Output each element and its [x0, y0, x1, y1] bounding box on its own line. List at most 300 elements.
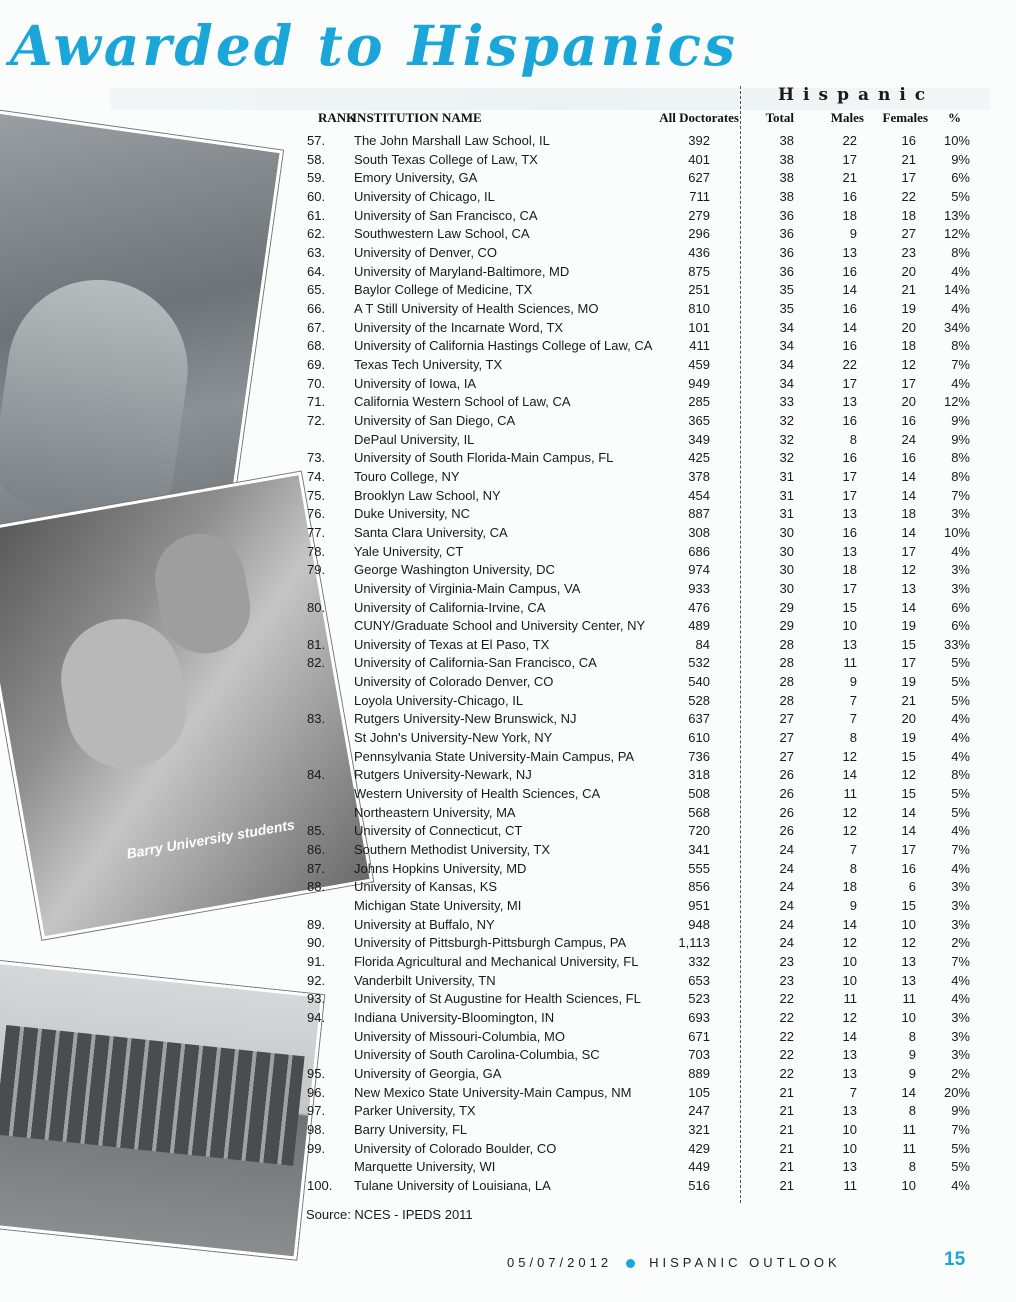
males-cell: 16 — [842, 338, 857, 354]
rank-cell: 100. — [307, 1177, 333, 1193]
males-cell: 12 — [842, 804, 857, 820]
table-row — [300, 431, 970, 449]
table-row — [300, 151, 970, 169]
rank-cell: 72. — [307, 412, 326, 428]
percent-cell: 4% — [951, 748, 970, 764]
table-row — [300, 729, 970, 747]
rank-cell: 93. — [307, 991, 326, 1007]
females-cell: 8 — [908, 1103, 916, 1119]
institution-cell: California Western School of Law, CA — [354, 394, 571, 410]
rank-cell: 58. — [307, 151, 326, 167]
males-cell: 12 — [842, 1010, 857, 1026]
table-row — [300, 524, 970, 542]
total-cell: 26 — [779, 786, 794, 802]
females-cell: 14 — [901, 487, 916, 503]
institution-cell: University of Chicago, IL — [354, 188, 495, 204]
percent-cell: 2% — [951, 1066, 970, 1081]
all-doctorates-cell: 454 — [688, 487, 710, 503]
percent-cell: 3% — [951, 1047, 970, 1063]
percent-cell: 3% — [951, 580, 970, 596]
total-cell: 22 — [779, 1066, 794, 1081]
institution-cell: Baylor College of Medicine, TX — [354, 282, 533, 298]
rank-cell: 80. — [307, 599, 326, 615]
all-doctorates-cell: 321 — [688, 1121, 710, 1137]
institution-cell: Florida Agricultural and Mechanical University, FL — [354, 954, 639, 970]
females-cell: 20 — [901, 711, 916, 727]
percent-cell: 4% — [951, 1177, 970, 1193]
rank-cell: 61. — [307, 207, 326, 223]
header-percent: % — [948, 110, 961, 125]
all-doctorates-cell: 365 — [688, 412, 710, 428]
rank-cell: 83. — [307, 711, 326, 727]
total-cell: 36 — [779, 244, 794, 260]
institution-cell: University of Maryland-Baltimore, MD — [354, 263, 570, 279]
females-cell: 21 — [901, 282, 916, 298]
percent-cell: 4% — [951, 991, 970, 1007]
males-cell: 13 — [842, 543, 857, 559]
footer-dot-icon — [626, 1259, 635, 1268]
total-cell: 27 — [779, 730, 794, 746]
all-doctorates-cell: 279 — [688, 207, 710, 223]
table-row — [300, 766, 970, 784]
total-cell: 23 — [779, 972, 794, 988]
percent-cell: 12% — [943, 394, 970, 410]
females-cell: 16 — [901, 860, 916, 876]
total-cell: 22 — [779, 1028, 794, 1044]
rank-cell: 63. — [307, 244, 326, 260]
percent-cell: 6% — [951, 170, 970, 186]
males-cell: 22 — [842, 133, 857, 148]
males-cell: 17 — [842, 580, 857, 596]
pool-shape — [0, 268, 199, 521]
publication-name: HISPANIC OUTLOOK — [649, 1255, 841, 1270]
females-cell: 20 — [901, 394, 916, 410]
total-cell: 24 — [779, 916, 794, 932]
all-doctorates-cell: 653 — [688, 972, 710, 988]
females-cell: 11 — [902, 1121, 916, 1137]
rank-cell: 90. — [307, 935, 326, 951]
rank-cell: 92. — [307, 972, 326, 988]
rank-cell: 88. — [307, 879, 326, 895]
percent-cell: 3% — [951, 916, 970, 932]
institution-cell: Rutgers University-Newark, NJ — [354, 767, 532, 783]
table-row — [300, 1177, 970, 1195]
males-cell: 18 — [842, 562, 857, 578]
rank-cell: 71. — [307, 394, 326, 410]
table-row — [300, 169, 970, 187]
rank-cell: 59. — [307, 170, 326, 186]
all-doctorates-cell: 568 — [688, 804, 710, 820]
total-cell: 29 — [779, 618, 794, 634]
males-cell: 7 — [849, 692, 857, 708]
males-cell: 7 — [849, 711, 857, 727]
males-cell: 16 — [842, 450, 857, 466]
all-doctorates-cell: 736 — [688, 748, 710, 764]
institution-cell: A T Still University of Health Sciences, MO — [354, 300, 599, 316]
header-females: Females — [882, 110, 928, 125]
males-cell: 14 — [842, 767, 857, 783]
percent-cell: 3% — [951, 506, 970, 522]
all-doctorates-cell: 296 — [688, 226, 710, 242]
percent-cell: 10% — [943, 524, 970, 540]
institution-cell: University of Kansas, KS — [354, 879, 498, 895]
table-row — [300, 207, 970, 225]
percent-cell: 7% — [951, 842, 970, 858]
males-cell: 10 — [842, 972, 857, 988]
percent-cell: 4% — [951, 375, 970, 391]
total-cell: 24 — [779, 898, 794, 914]
rank-cell: 75. — [307, 487, 326, 503]
all-doctorates-cell: 429 — [688, 1140, 710, 1156]
rank-cell: 89. — [307, 916, 326, 932]
rank-cell: 95. — [307, 1066, 326, 1081]
total-cell: 34 — [779, 338, 794, 354]
table-row — [300, 636, 970, 654]
males-cell: 16 — [842, 300, 857, 316]
rank-cell: 65. — [307, 282, 326, 298]
females-cell: 10 — [901, 1010, 916, 1026]
males-cell: 10 — [842, 954, 857, 970]
rank-cell: 78. — [307, 543, 326, 559]
institution-cell: Pennsylvania State University-Main Campus, PA — [354, 748, 635, 764]
percent-cell: 5% — [951, 655, 970, 671]
females-cell: 17 — [901, 655, 916, 671]
table-row — [300, 1158, 970, 1176]
percent-cell: 3% — [951, 562, 970, 578]
all-doctorates-cell: 974 — [688, 562, 710, 578]
females-cell: 17 — [901, 375, 916, 391]
total-cell: 34 — [779, 319, 794, 335]
all-doctorates-cell: 285 — [688, 394, 710, 410]
total-cell: 32 — [779, 450, 794, 466]
all-doctorates-cell: 425 — [688, 450, 710, 466]
table-row — [300, 1140, 970, 1158]
males-cell: 11 — [843, 1177, 857, 1193]
males-cell: 16 — [842, 188, 857, 204]
females-cell: 10 — [901, 916, 916, 932]
all-doctorates-cell: 875 — [688, 263, 710, 279]
all-doctorates-cell: 627 — [688, 170, 710, 186]
percent-cell: 4% — [951, 263, 970, 279]
institution-cell: DePaul University, IL — [354, 431, 475, 447]
percent-cell: 5% — [951, 674, 970, 690]
rank-cell: 85. — [307, 823, 326, 839]
total-cell: 23 — [779, 954, 794, 970]
table-row — [300, 225, 970, 243]
females-cell: 10 — [901, 1177, 916, 1193]
institution-cell: Texas Tech University, TX — [354, 356, 503, 372]
males-cell: 12 — [842, 748, 857, 764]
total-cell: 34 — [779, 356, 794, 372]
males-cell: 21 — [842, 170, 857, 186]
table-row — [300, 375, 970, 393]
table-row — [300, 281, 970, 299]
rank-cell: 66. — [307, 300, 326, 316]
table-row — [300, 990, 970, 1008]
header-males: Males — [830, 110, 864, 125]
rank-cell: 70. — [307, 375, 326, 391]
institution-cell: University of California Hastings College of Law, CA — [354, 338, 653, 354]
total-cell: 22 — [779, 1047, 794, 1063]
table-row — [300, 710, 970, 728]
percent-cell: 7% — [951, 487, 970, 503]
percent-cell: 2% — [951, 935, 970, 951]
all-doctorates-cell: 318 — [688, 767, 710, 783]
institution-cell: University of Georgia, GA — [354, 1066, 502, 1081]
males-cell: 14 — [842, 916, 857, 932]
rank-cell: 99. — [307, 1140, 326, 1156]
rank-cell: 57. — [307, 133, 326, 148]
total-cell: 28 — [779, 655, 794, 671]
percent-cell: 4% — [951, 860, 970, 876]
table-row — [300, 599, 970, 617]
table-row — [300, 319, 970, 337]
males-cell: 10 — [842, 1121, 857, 1137]
males-cell: 13 — [842, 1066, 857, 1081]
females-cell: 14 — [901, 823, 916, 839]
total-cell: 38 — [779, 170, 794, 186]
females-cell: 16 — [901, 133, 916, 148]
institution-cell: Southwestern Law School, CA — [354, 226, 530, 242]
percent-cell: 3% — [951, 1010, 970, 1026]
table-row — [300, 468, 970, 486]
males-cell: 13 — [842, 1103, 857, 1119]
all-doctorates-cell: 720 — [688, 823, 710, 839]
percent-cell: 8% — [951, 244, 970, 260]
table-row — [300, 132, 970, 150]
table-row — [300, 972, 970, 990]
total-cell: 24 — [779, 879, 794, 895]
rank-cell: 68. — [307, 338, 326, 354]
all-doctorates-cell: 703 — [688, 1047, 710, 1063]
males-cell: 13 — [842, 506, 857, 522]
percent-cell: 5% — [951, 1140, 970, 1156]
table-row — [300, 916, 970, 934]
table-row — [300, 934, 970, 952]
institution-cell: South Texas College of Law, TX — [354, 151, 538, 167]
total-cell: 24 — [779, 842, 794, 858]
rank-cell: 62. — [307, 226, 326, 242]
table-row — [300, 748, 970, 766]
rank-cell: 94. — [307, 1010, 326, 1026]
table-row — [300, 878, 970, 896]
table-row — [300, 953, 970, 971]
institution-cell: The John Marshall Law School, IL — [354, 133, 550, 148]
all-doctorates-cell: 810 — [688, 300, 710, 316]
institution-cell: University of Missouri-Columbia, MO — [354, 1028, 565, 1044]
institution-cell: Tulane University of Louisiana, LA — [354, 1177, 551, 1193]
percent-cell: 33% — [943, 636, 970, 652]
females-cell: 21 — [901, 692, 916, 708]
total-cell: 21 — [779, 1103, 794, 1119]
all-doctorates-cell: 693 — [688, 1010, 710, 1026]
table-row — [300, 1084, 970, 1102]
percent-cell: 8% — [951, 767, 970, 783]
all-doctorates-cell: 951 — [688, 898, 710, 914]
males-cell: 18 — [842, 879, 857, 895]
institution-cell: Northeastern University, MA — [354, 804, 516, 820]
table-row — [300, 487, 970, 505]
females-cell: 14 — [901, 524, 916, 540]
institution-cell: Rutgers University-New Brunswick, NJ — [354, 711, 577, 727]
institution-cell: University of Denver, CO — [354, 244, 498, 260]
all-doctorates-cell: 610 — [688, 730, 710, 746]
females-cell: 19 — [901, 730, 916, 746]
institution-cell: George Washington University, DC — [354, 562, 555, 578]
table-row — [300, 692, 970, 710]
total-cell: 22 — [779, 991, 794, 1007]
total-cell: 26 — [779, 823, 794, 839]
institution-cell: Touro College, NY — [354, 468, 460, 484]
rank-cell: 98. — [307, 1121, 326, 1137]
total-cell: 33 — [779, 394, 794, 410]
table-row — [300, 580, 970, 598]
percent-cell: 8% — [951, 468, 970, 484]
table-row — [300, 300, 970, 318]
percent-cell: 8% — [951, 338, 970, 354]
all-doctorates-cell: 459 — [688, 356, 710, 372]
rank-cell: 79. — [307, 562, 326, 578]
females-cell: 13 — [901, 972, 916, 988]
rank-cell: 76. — [307, 506, 326, 522]
total-cell: 31 — [779, 506, 794, 522]
institution-cell: Indiana University-Bloomington, IN — [354, 1010, 555, 1026]
percent-cell: 3% — [951, 1028, 970, 1044]
females-cell: 13 — [901, 954, 916, 970]
rank-cell: 91. — [307, 954, 326, 970]
females-cell: 8 — [908, 1159, 916, 1175]
females-cell: 12 — [901, 935, 916, 951]
table-row — [300, 561, 970, 579]
table-row — [300, 505, 970, 523]
percent-cell: 8% — [951, 450, 970, 466]
females-cell: 14 — [901, 804, 916, 820]
all-doctorates-cell: 101 — [688, 319, 710, 335]
all-doctorates-cell: 489 — [688, 618, 710, 634]
institution-cell: University of Colorado Denver, CO — [354, 674, 554, 690]
all-doctorates-cell: 84 — [695, 636, 710, 652]
all-doctorates-cell: 555 — [688, 860, 710, 876]
males-cell: 18 — [842, 207, 857, 223]
total-cell: 26 — [779, 767, 794, 783]
table-row — [300, 1009, 970, 1027]
percent-cell: 5% — [951, 786, 970, 802]
females-cell: 19 — [901, 300, 916, 316]
rank-cell: 64. — [307, 263, 326, 279]
table-row — [300, 1028, 970, 1046]
institution-cell: University of South Florida-Main Campus, FL — [354, 450, 614, 466]
females-cell: 17 — [901, 170, 916, 186]
total-cell: 28 — [779, 692, 794, 708]
rank-cell: 67. — [307, 319, 326, 335]
females-cell: 27 — [901, 226, 916, 242]
males-cell: 11 — [843, 991, 857, 1007]
females-cell: 12 — [901, 767, 916, 783]
total-cell: 36 — [779, 226, 794, 242]
percent-cell: 9% — [951, 1103, 970, 1119]
males-cell: 15 — [842, 599, 857, 615]
males-cell: 17 — [842, 375, 857, 391]
males-cell: 8 — [849, 860, 857, 876]
table-row — [300, 412, 970, 430]
institution-cell: Emory University, GA — [354, 170, 478, 186]
males-cell: 11 — [843, 786, 857, 802]
males-cell: 13 — [842, 1159, 857, 1175]
all-doctorates-cell: 516 — [688, 1177, 710, 1193]
rank-cell: 69. — [307, 356, 326, 372]
females-cell: 15 — [901, 898, 916, 914]
rank-cell: 87. — [307, 860, 326, 876]
percent-cell: 12% — [943, 226, 970, 242]
all-doctorates-cell: 949 — [688, 375, 710, 391]
males-cell: 9 — [849, 226, 857, 242]
header-rank: RANK — [318, 110, 357, 125]
females-cell: 9 — [908, 1066, 916, 1081]
all-doctorates-cell: 523 — [688, 991, 710, 1007]
table-row — [300, 337, 970, 355]
females-cell: 16 — [901, 450, 916, 466]
females-cell: 8 — [908, 1028, 916, 1044]
institution-cell: Loyola University-Chicago, IL — [354, 692, 524, 708]
females-cell: 16 — [901, 412, 916, 428]
table-row — [300, 654, 970, 672]
percent-cell: 9% — [951, 431, 970, 447]
percent-cell: 5% — [951, 692, 970, 708]
all-doctorates-cell: 856 — [688, 879, 710, 895]
females-cell: 14 — [901, 468, 916, 484]
males-cell: 14 — [842, 319, 857, 335]
females-cell: 19 — [901, 674, 916, 690]
all-doctorates-cell: 411 — [689, 338, 710, 354]
total-cell: 28 — [779, 674, 794, 690]
males-cell: 7 — [849, 1084, 857, 1100]
percent-cell: 7% — [951, 954, 970, 970]
all-doctorates-cell: 105 — [688, 1084, 710, 1100]
table-row — [300, 804, 970, 822]
females-cell: 24 — [901, 431, 916, 447]
photo-caption-barry: Barry University students — [125, 816, 296, 862]
institution-cell: Brooklyn Law School, NY — [354, 487, 501, 503]
males-cell: 17 — [842, 468, 857, 484]
institution-cell: Southern Methodist University, TX — [354, 842, 551, 858]
institution-cell: University of Virginia-Main Campus, VA — [354, 580, 581, 596]
table-row — [300, 1121, 970, 1139]
percent-cell: 3% — [951, 879, 970, 895]
males-cell: 10 — [842, 618, 857, 634]
females-cell: 14 — [901, 1084, 916, 1100]
institution-cell: University at Buffalo, NY — [354, 916, 495, 932]
females-cell: 17 — [901, 543, 916, 559]
percent-cell: 9% — [951, 151, 970, 167]
rank-cell: 77. — [307, 524, 326, 540]
table-row — [300, 393, 970, 411]
institution-cell: Yale University, CT — [354, 543, 464, 559]
males-cell: 11 — [843, 655, 857, 671]
males-cell: 12 — [842, 823, 857, 839]
females-cell: 12 — [901, 356, 916, 372]
table-row — [300, 263, 970, 281]
total-cell: 35 — [779, 282, 794, 298]
institution-cell: Vanderbilt University, TN — [354, 972, 496, 988]
total-cell: 22 — [779, 1010, 794, 1026]
rank-cell: 84. — [307, 767, 326, 783]
males-cell: 16 — [842, 263, 857, 279]
table-row — [300, 1102, 970, 1120]
total-cell: 30 — [779, 562, 794, 578]
rank-cell: 74. — [307, 468, 326, 484]
total-cell: 31 — [779, 487, 794, 503]
institution-cell: Johns Hopkins University, MD — [354, 860, 527, 876]
